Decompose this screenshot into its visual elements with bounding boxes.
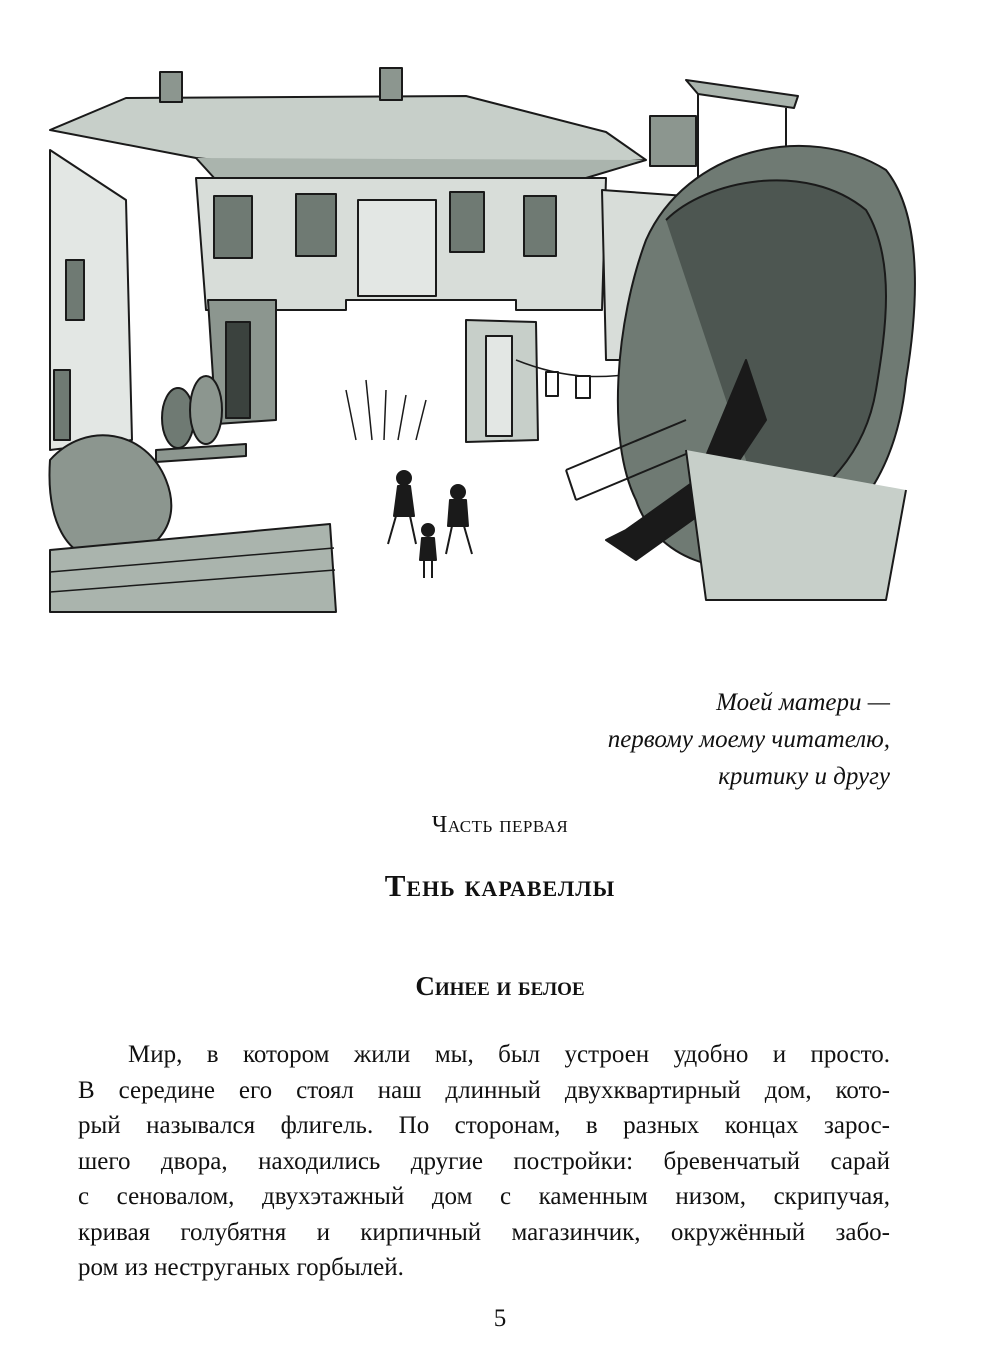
text-line: шего двора, находились другие постройки: бревенчатый сарай [78, 1147, 890, 1175]
book-title: Тень каравеллы [384, 868, 616, 903]
text-line: рый назывался флигель. По сторонам, в разных концах зарос- [78, 1112, 890, 1139]
chimney [380, 68, 402, 100]
window [214, 196, 252, 258]
text-line: с сеновалом, двухэтажный дом с каменным низом, скрипучая, [78, 1183, 890, 1210]
dedication-line: первому моему читателю, [607, 726, 890, 753]
text-line: В середине его стоял наш длинный двухквартирный дом, кото- [78, 1076, 890, 1104]
text-line: ром из неструганых горбылей. [78, 1254, 404, 1281]
window [450, 192, 484, 252]
body-paragraph [78, 1037, 890, 1286]
dedication-line: критику и другу [718, 763, 890, 790]
chapter-title: Синее и белое [415, 971, 585, 1001]
dedication [608, 684, 890, 795]
courtyard-illustration [46, 60, 926, 640]
window [296, 194, 336, 256]
page-number: 5 [493, 1305, 507, 1332]
children [388, 471, 472, 578]
window [524, 196, 556, 256]
chimney [160, 72, 182, 102]
bench [156, 444, 246, 462]
house-roof [50, 96, 646, 164]
dedication-line: Моей матери — [716, 689, 890, 716]
dovecote-tower [686, 80, 798, 108]
part-heading: Часть первая [431, 812, 569, 838]
text-line: Мир, в котором жили мы, был устроен удобно и просто. [128, 1041, 890, 1068]
text-line: кривая голубятня и кирпичный магазинчик, окружённый забо- [78, 1218, 890, 1246]
